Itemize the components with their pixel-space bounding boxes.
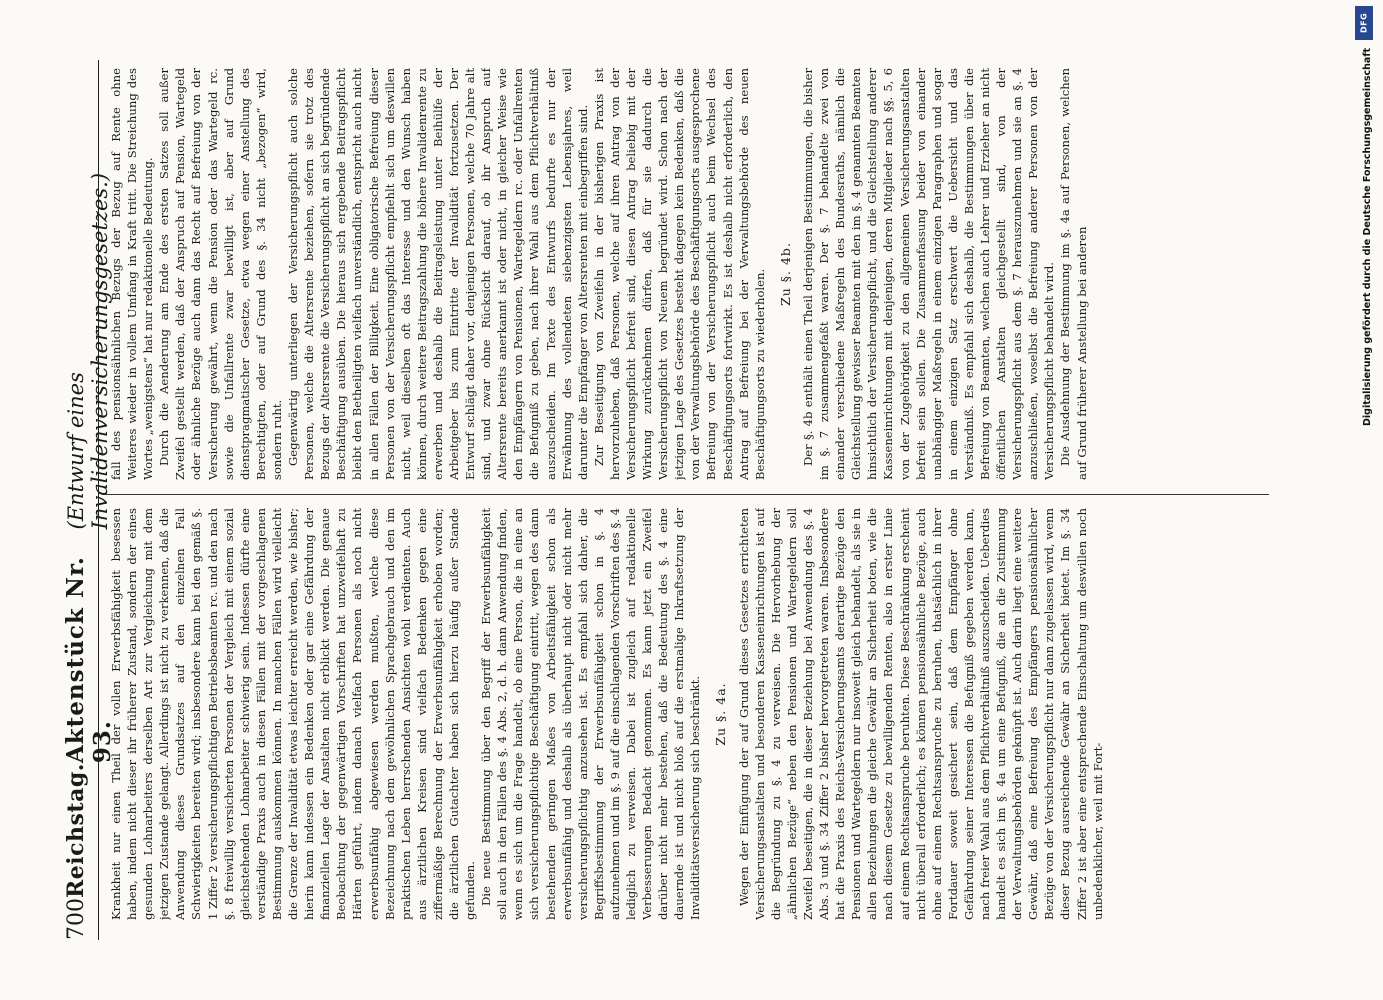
paragraph: Krankheit nur einen Theil der vollen Erwerbsfähigkeit besessen haben, indem nicht dieser ihr früherer Zustand, sondern der eines gesunden Lohnarbeiters derselben Art zur Vergleichung mit dem jetzigen Zustande gelangt. Allerdings ist nicht zu verkennen, daß die Anwendung dieses Grundsatzes auf den einzelnen Fall Schwierigkeiten bereiten wird; insbesondere kann bei den gemäß §. 1 Ziffer 2 versicherungspflichtigen Betriebsbeamten rc. und den nach §. 8 freiwillig versicherten Personen der Vergleich mit einem sozial gleichstehenden Lohnarbeiter schwierig sein. Indessen dürfte eine verständige Praxis auch in diesen Fällen mit der vorgeschlagenen Bestimmung auskommen können. In manchen Fällen wird vielleicht die Grenze der Invalidität etwas leichter erreicht werden, wie bisher; hierin kann indessen ein Bedenken oder gar eine Gefährdung der finanziellen Lage der Anstalten nicht erblickt werden. Die genaue Beobachtung der gegenwärtigen Vorschriften hat unzweifelhaft zu Härten geführt, indem danach vielfach Personen als noch nicht erwerbsunfähig abgewiesen werden mußten, welche diese Bezeichnung nach dem gewöhnlichen Sprachgebrauch und den im praktischen Leben herrschenden Ansichten wohl verdienten. Auch aus ärztlichen Kreisen sind vielfach Bedenken gegen eine ziffermäßige Berechnung der Erwerbsunfähigkeit erhoben worden; die ärztlichen Gutachter haben sich hierzu häufig außer Stande gefunden. (109, 508, 478, 920)
page-header (62, 60, 116, 940)
left-text-column (108, 508, 1263, 920)
paragraph: Die neue Bestimmung über den Begriff der Erwerbsunfähigkeit soll auch in den Fällen des §. 4 Abs. 2, d. h. dann Anwendung finden, wenn es sich um die Frage handelt, ob eine Person, die in eine an sich versicherungspflichtige Beschäftigung eintritt, wegen des dann bestehenden geringen Maßes von Arbeitsfähigkeit schon als erwerbsunfähig und deshalb als überhaupt nicht oder nicht mehr versicherungspflichtig anzusehen ist. Es empfahl sich daher, die Begriffsbestimmung der Erwerbsunfähigkeit schon in §. 4 aufzunehmen und im §. 9 auf die einschlagenden Vorschriften des §. 4 lediglich zu verweisen. Dabei ist zugleich auf redaktionelle Verbesserungen Bedacht genommen. Es kann jetzt ein Zweifel darüber nicht mehr bestehen, daß die Bedeutung des §. 4 eine dauernde ist und nicht bloß auf die erstmalige Inkraftsetzung der Invaliditätsversicherung sich beschränkt. (479, 508, 703, 920)
section-heading: Zu §. 4a. (713, 682, 729, 746)
paragraph: fall des pensionsähnlichen Bezugs der Bezug auf Rente ohne Weiteres wieder in vollem Umfang in Kraft tritt. Die Streichung des Wortes „wenigstens“ hat nur redaktionelle Bedeutung. (109, 68, 156, 480)
paragraph: Der §. 4b enthält einen Theil derjenigen Bestimmungen, die bisher im §. 7 zusammengefaßt waren. Der §. 7 behandelte zwei von einander verschiedene Maßregeln des Bundesraths, nämlich die Gleichstellung gewisser Beamten mit den im §. 4 genannten Beamten hinsichtlich der Versicherungspflicht, und die Gleichstellung anderer Kasseneinrichtungen mit denjenigen, deren Mitglieder nach §§. 5, 6 von der Zugehörigkeit zu den allgemeinen Versicherungsanstalten befreit sein sollen. Die Zusammenfassung beider von einander unabhängiger Maßregeln in einem einzigen Paragraphen und sogar in einem einzigen Satz erschwert die Uebersicht und das Verständniß. Es empfahl sich deshalb, die Bestimmungen über die Befreiung von Beamten, welchen auch Lehrer und Erzieher an nicht öffentlichen Anstalten gleichgestellt sind, von der Versicherungspflicht aus dem §. 7 herauszunehmen und sie an §. 4 anzuschließen, woselbst die Befreiung anderer Personen von der Versicherungspflicht behandelt wird. (800, 68, 1057, 480)
paragraph: Zur Beseitigung von Zweifeln in der bisherigen Praxis ist hervorzuheben, daß Personen, welche auf ihren Antrag von der Versicherungspflicht befreit sind, diesen Antrag beliebig mit der Wirkung zurücknehmen dürfen, daß für sie dadurch die Versicherungspflicht von Neuem begründet wird. Schon nach der jetzigen Lage des Gesetzes besteht dagegen kein Bedenken, daß die von der Verwaltungsbehörde des Beschäftigungsorts ausgesprochene Befreiung von der Versicherungspflicht auch beim Wechsel des Beschäftigungsorts fortwirkt. Es ist deshalb nicht erforderlich, den Antrag auf Befreiung bei der Verwaltungsbehörde des neuen Beschäftigungsorts zu wiederholen. (591, 68, 767, 480)
right-text-column (108, 68, 1263, 480)
section-heading: Zu §. 4b. (777, 242, 793, 306)
page-number: 700 (64, 898, 89, 940)
digitization-note: Digitalisierung gefördert durch die Deutsche Forschungsgemeinschaft (1362, 48, 1373, 426)
paragraph: Wegen der Einfügung der auf Grund dieses Gesetzes errichteten Versicherungsanstalten und besonderen Kasseneinrichtungen ist auf die Begründung zu §. 4 zu verweisen. Die Hervorhebung der „ähnlichen Bezüge“ neben den Pensionen und Wartegeldern soll Zweifel beseitigen, die in dieser Beziehung bei Anwendung des §. 4 Abs. 3 und §. 34 Ziffer 2 bisher hervorgetreten waren. Insbesondere hat die Praxis des Reichs-Versicherungsamts derartige Bezüge den Pensionen und Wartegeldern nur insoweit gleich behandelt, als sie in allen Beziehungen die gleiche Gewähr an Sicherheit boten, wie die nach diesem Gesetze zu bewilligenden Renten, also in erster Linie auf einem Rechtsanspruche beruhten. Diese Beschränkung erscheint nicht überall erforderlich; es können pensionsähnliche Bezüge, auch ohne auf einem Rechtsanspruche zu beruhen, thatsächlich in ihrer Fortdauer soweit gesichert sein, daß dem Empfänger ohne Gefährdung seiner Interessen die Befugniß gegeben werden kann, nach freier Wahl aus dem Pflichtverhältniß auszuscheiden. Ueberdies handelt es sich im §. 4a um eine Befugniß, die an die Zustimmung der Verwaltungsbehörden geknüpft ist. Auch darin liegt eine weitere Gewähr, daß eine Befreiung des Empfängers pensionsähnlicher Bezüge von der Versicherungspflicht nur dann zugelassen wird, wenn dieser Bezug ausreichende Gewähr an Sicherheit bietet. Im §. 34 Ziffer 2 ist aber eine entsprechende Einschaltung um deswillen noch unbedenklicher, weil mit Fort- (736, 508, 1105, 920)
header-title: Reichstag. (63, 763, 89, 898)
header-document-number: Aktenstück Nr. 93. (62, 556, 116, 764)
column-divider (104, 494, 1269, 495)
digitization-stamp (1353, 6, 1375, 706)
dfg-logo: DFG (1355, 6, 1373, 40)
header-rule (98, 60, 99, 940)
paragraph: Durch die Aenderung am Ende des ersten Satzes soll außer Zweifel gestellt werden, daß der Anspruch auf Pension, Wartegeld oder ähnliche Bezüge auch dann das Recht auf Befreiung von der Versicherung gewährt, wenn die Pension oder das Wartegeld rc. sowie die Unfallrente zwar bewilligt ist, aber auf Grund dienstpragmatischer Gesetze, etwa wegen einer Anstellung des Berechtigten, oder auf Grund des §. 34 nicht „bezogen“ wird, sondern ruht. (157, 68, 284, 480)
paragraph: Gegenwärtig unterliegen der Versicherungspflicht auch solche Personen, welche die Altersrente beziehen, sofern sie trotz des Bezugs der Altersrente die Versicherungspflicht an sich begründende Beschäftigung ausüben. Die hieraus sich ergebende Beitragspflicht bleibt den Betheiligten vielfach unverständlich, entspricht auch nicht in allen Fällen der Billigkeit. Eine obligatorische Befreiung dieser Personen von der Versicherungspflicht empfiehlt sich um deswillen nicht, weil dieselben oft das Interesse und den Wunsch haben können, durch weitere Beitragszahlung die höhere Invalidenrente zu erwerben und deshalb die Beitragsleistung unter Beihülfe der Arbeitgeber bis zum Eintritte der Invalidität fortzusetzen. Der Entwurf schlägt daher vor, denjenigen Personen, welche 70 Jahre alt sind, und zwar ohne Rücksicht darauf, ob ihr Anspruch auf Altersrente bereits anerkannt ist oder nicht, in gleicher Weise wie den Empfängern von Pensionen, Wartegeldern rc. oder Unfallrenten die Befugniß zu geben, nach ihrer Wahl aus dem Pflichtverhältniß auszuscheiden. Im Texte des Entwurfs bedurfte es nur der Erwähnung des vollendeten siebenzigsten Lebensjahres, weil darunter die Empfänger von Altersrenten mit einbegriffen sind. (286, 68, 590, 480)
paragraph: Die Ausdehnung der Bestimmung im §. 4a auf Personen, welchen auf Grund früherer Anstellung bei anderen (1058, 68, 1089, 480)
header-subject: (Entwurf eines Invalidenversicherungsgesetzes.) (64, 172, 112, 530)
